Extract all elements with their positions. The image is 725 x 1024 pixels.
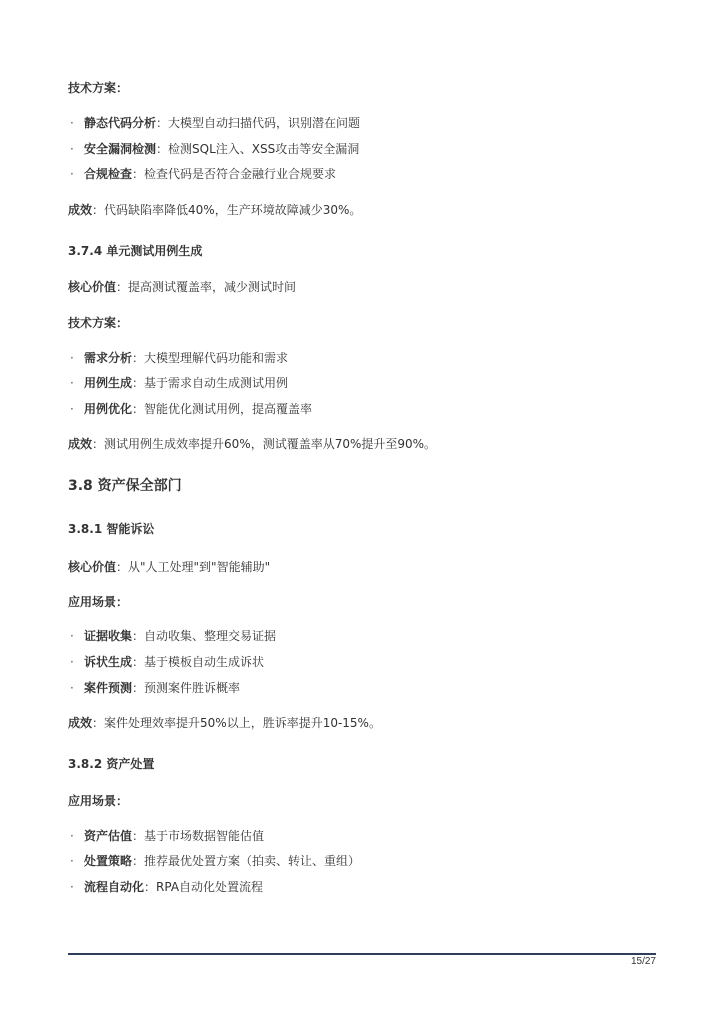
subsection-heading: 3.8.2 资产处置 xyxy=(68,757,155,771)
bullet-icon: · xyxy=(70,829,74,843)
list-item xyxy=(70,164,336,184)
list-item xyxy=(70,139,359,159)
item-term: 需求分析 xyxy=(84,351,133,365)
item-term: 处置策略 xyxy=(84,854,133,868)
item-text: ：推荐最优处置方案（拍卖、转让、重组） xyxy=(132,854,361,868)
result-term: 成效 xyxy=(68,203,93,217)
core-text: ：提高测试覆盖率，减少测试时间 xyxy=(116,280,297,294)
result-paragraph xyxy=(68,713,685,733)
bullet-icon: · xyxy=(70,142,74,156)
item-term: 合规检查 xyxy=(84,167,133,181)
item-text: ：RPA自动化处置流程 xyxy=(144,880,264,894)
scene-label: 应用场景： xyxy=(68,794,129,808)
plan-label: 技术方案： xyxy=(68,316,129,330)
list-item xyxy=(70,113,360,133)
section-heading: 3.7.4 单元测试用例生成 xyxy=(68,244,203,258)
bullet-icon: · xyxy=(70,376,74,390)
item-text: ：大模型自动扫描代码，识别潜在问题 xyxy=(156,116,361,130)
item-text: ：智能优化测试用例，提高覆盖率 xyxy=(132,402,313,416)
list-item xyxy=(70,652,264,672)
result-paragraph xyxy=(68,200,685,220)
item-term: 案件预测 xyxy=(84,681,133,695)
list-item xyxy=(70,826,264,846)
result-term: 成效 xyxy=(68,437,93,451)
result-text: ：测试用例生成效率提升60%，测试覆盖率从70%提升至90%。 xyxy=(92,437,437,451)
result-term: 成效 xyxy=(68,716,93,730)
item-text: ：基于模板自动生成诉状 xyxy=(132,655,265,669)
item-term: 资产估值 xyxy=(84,829,133,843)
bullet-icon: · xyxy=(70,655,74,669)
list-item xyxy=(70,626,276,646)
list-item xyxy=(70,399,312,419)
list-item xyxy=(70,678,240,698)
bullet-icon: · xyxy=(70,402,74,416)
result-text: ：案件处理效率提升50%以上，胜诉率提升10-15%。 xyxy=(92,716,381,730)
item-text: ：基于市场数据智能估值 xyxy=(132,829,265,843)
item-term: 流程自动化 xyxy=(84,880,145,894)
item-text: ：基于需求自动生成测试用例 xyxy=(132,376,289,390)
item-text: ：自动收集、整理交易证据 xyxy=(132,629,277,643)
item-text: ：检查代码是否符合金融行业合规要求 xyxy=(132,167,337,181)
page-number: 15/27 xyxy=(630,956,656,967)
core-term: 核心价值 xyxy=(68,560,117,574)
scene-label: 应用场景： xyxy=(68,595,129,609)
item-text: ：检测SQL注入、XSS攻击等安全漏洞 xyxy=(156,142,360,156)
footer-rule xyxy=(68,953,656,955)
bullet-icon: · xyxy=(70,854,74,868)
core-value-paragraph xyxy=(68,557,685,577)
plan-label: 技术方案： xyxy=(68,81,129,95)
bullet-icon: · xyxy=(70,167,74,181)
bullet-icon: · xyxy=(70,629,74,643)
section-heading: 3.8 资产保全部门 xyxy=(68,478,182,494)
list-item xyxy=(70,851,360,871)
item-text: ：大模型理解代码功能和需求 xyxy=(132,351,289,365)
bullet-icon: · xyxy=(70,681,74,695)
core-text: ：从"人工处理"到"智能辅助" xyxy=(116,560,271,574)
bullet-icon: · xyxy=(70,351,74,365)
item-text: ：预测案件胜诉概率 xyxy=(132,681,241,695)
core-value-paragraph xyxy=(68,277,685,297)
list-item xyxy=(70,348,288,368)
core-term: 核心价值 xyxy=(68,280,117,294)
item-term: 静态代码分析 xyxy=(84,116,157,130)
item-term: 用例生成 xyxy=(84,376,133,390)
list-item xyxy=(70,877,263,897)
item-term: 安全漏洞检测 xyxy=(84,142,157,156)
bullet-icon: · xyxy=(70,880,74,894)
item-term: 用例优化 xyxy=(84,402,133,416)
result-text: ：代码缺陷率降低40%，生产环境故障减少30%。 xyxy=(92,203,362,217)
bullet-icon: · xyxy=(70,116,74,130)
list-item xyxy=(70,373,288,393)
item-term: 诉状生成 xyxy=(84,655,133,669)
item-term: 证据收集 xyxy=(84,629,133,643)
result-paragraph xyxy=(68,434,685,454)
subsection-heading: 3.8.1 智能诉讼 xyxy=(68,522,155,536)
